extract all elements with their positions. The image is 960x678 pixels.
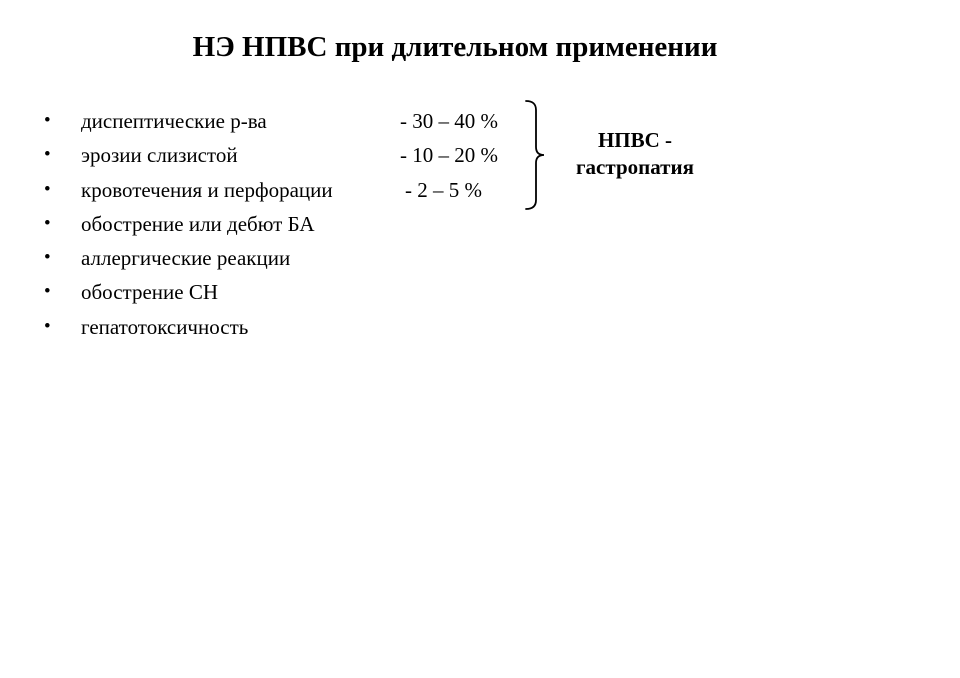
bullet-icon: • (44, 247, 51, 269)
note-line-1: НПВС - (597, 128, 673, 152)
item-label: обострение СН (81, 280, 219, 305)
bullet-icon: • (44, 315, 51, 337)
item-percent: - 30 – 40 % (400, 109, 498, 133)
item-label: обострение или дебют БА (81, 211, 315, 236)
item-label: эрозии слизистой (81, 143, 238, 168)
gastropathy-note (552, 127, 718, 181)
item-label: кровотечения и перфорации (81, 177, 333, 202)
bullet-icon: • (44, 110, 51, 131)
item-percent: - 2 – 5 % (405, 177, 482, 202)
slide-title: НЭ НПВС при длительном применении (192, 31, 718, 63)
item-label: аллергические реакции (81, 246, 291, 271)
bullet-icon: • (44, 178, 51, 200)
right-brace-icon (520, 100, 550, 210)
item-label: гепатотоксичность (81, 314, 249, 339)
item-label: диспептические р-ва (81, 109, 267, 133)
bullet-icon: • (44, 281, 51, 303)
note-line-2: гастропатия (576, 155, 694, 179)
bullet-icon: • (44, 212, 51, 234)
bullet-icon: • (44, 144, 51, 166)
item-percent: - 10 – 20 % (400, 143, 498, 168)
